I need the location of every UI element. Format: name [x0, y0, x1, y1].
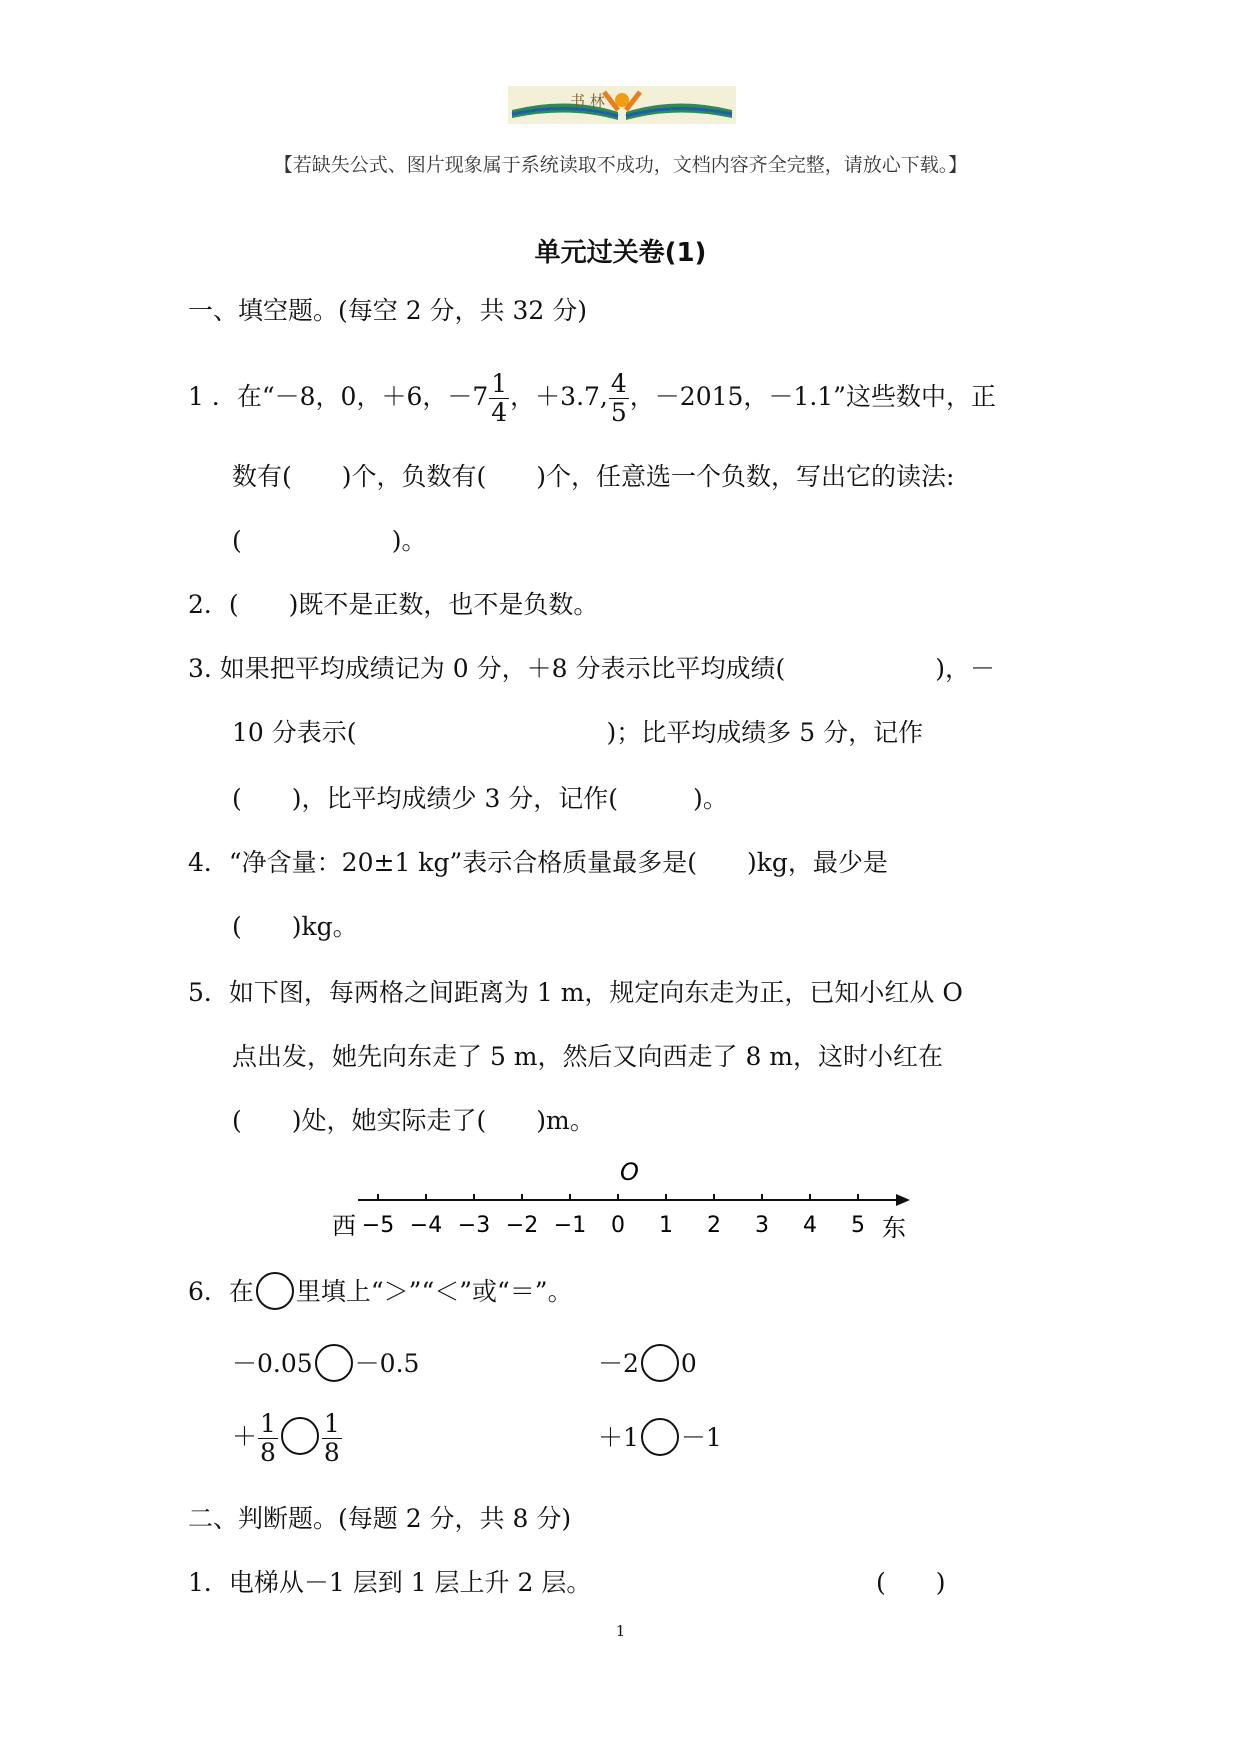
- east-label: 东: [882, 1214, 906, 1238]
- q1-line2: 数有( )个，负数有( )个，任意选一个负数，写出它的读法:: [232, 462, 955, 491]
- tick-label: −5: [361, 1213, 395, 1238]
- q3-line3: ( )，比平均成绩少 3 分，记作( )。: [232, 784, 728, 813]
- q6-item-b: －2 0: [598, 1344, 697, 1382]
- tick-label: 3: [755, 1213, 769, 1238]
- tick-label: −3: [457, 1213, 491, 1238]
- compare-circle-c[interactable]: [281, 1417, 319, 1455]
- tick-label: 0: [611, 1213, 625, 1238]
- section-2-heading: 二、判断题。(每题 2 分，共 8 分): [188, 1504, 572, 1533]
- tick-label: 4: [803, 1213, 817, 1238]
- fraction-1-8-right: $\frac{1}{8}$: [323, 1409, 340, 1467]
- number-line: [330, 1158, 930, 1238]
- q6-prompt: 6．在 里填上“＞”“＜”或“＝”。: [188, 1272, 573, 1310]
- q1-line3: ( )。: [232, 526, 427, 555]
- compare-circle-b[interactable]: [641, 1344, 679, 1382]
- tick-label: 1: [659, 1213, 673, 1238]
- q5-line1: 5．如下图，每两格之间距离为 1 m，规定向东走为正，已知小红从 O: [188, 978, 963, 1007]
- q6-item-a: －0.05 －0.5: [232, 1344, 419, 1382]
- q5-line3: ( )处，她实际走了( )m。: [232, 1106, 595, 1135]
- q1-line1: 1 ．在“－8，0，＋6，－7 $\frac{1}{4}$ ，＋3.7, $\frac{4}{5}$ ，－2015，－1.1”这些数中，正: [188, 369, 996, 427]
- fraction-4-5: $\frac{4}{5}$: [610, 369, 627, 427]
- s2-q1-answer-bracket[interactable]: ( ): [876, 1568, 946, 1597]
- q5-line2: 点出发，她先向东走了 5 m，然后又向西走了 8 m，这时小红在: [232, 1042, 944, 1071]
- download-notice: 【若缺失公式、图片现象属于系统读取不成功，文档内容齐全完整，请放心下载。】: [273, 154, 968, 176]
- fraction-1-4: $\frac{1}{4}$: [491, 369, 508, 427]
- tick-label: 5: [851, 1213, 865, 1238]
- section-1-heading: 一、填空题。(每空 2 分，共 32 分): [188, 296, 588, 325]
- tick-label: −4: [409, 1213, 443, 1238]
- page-title: 单元过关卷(1): [534, 238, 707, 268]
- svg-text:书 林: 书 林: [570, 92, 605, 110]
- logo: [508, 86, 736, 124]
- west-label: 西: [332, 1212, 356, 1238]
- q4-line2: ( )kg。: [232, 912, 358, 941]
- arrow-right-icon: [896, 1194, 910, 1206]
- tick-label: −2: [505, 1213, 539, 1238]
- tick-label: 2: [707, 1213, 721, 1238]
- q3-line1: 3. 如果把平均成绩记为 0 分，＋8 分表示比平均成绩( )，－: [188, 654, 995, 683]
- compare-circle-a[interactable]: [315, 1344, 353, 1382]
- q4-line1: 4．“净含量：20±1 kg”表示合格质量最多是( )kg，最少是: [188, 848, 888, 877]
- circle-icon: [256, 1272, 294, 1310]
- compare-circle-d[interactable]: [641, 1418, 679, 1456]
- q6-item-c: ＋ $\frac{1}{8}$ $\frac{1}{8}$: [232, 1409, 340, 1467]
- q3-line2: 10 分表示( )；比平均成绩多 5 分，记作: [232, 718, 924, 747]
- page-number: 1: [615, 1622, 626, 1640]
- s2-q1: 1．电梯从－1 层到 1 层上升 2 层。: [188, 1568, 592, 1597]
- fraction-1-8-left: $\frac{1}{8}$: [260, 1409, 276, 1467]
- q6-item-d: ＋1 －1: [598, 1418, 722, 1456]
- q2: 2．( )既不是正数，也不是负数。: [188, 590, 599, 619]
- tick-label: −1: [553, 1213, 587, 1238]
- origin-label: O: [620, 1158, 639, 1186]
